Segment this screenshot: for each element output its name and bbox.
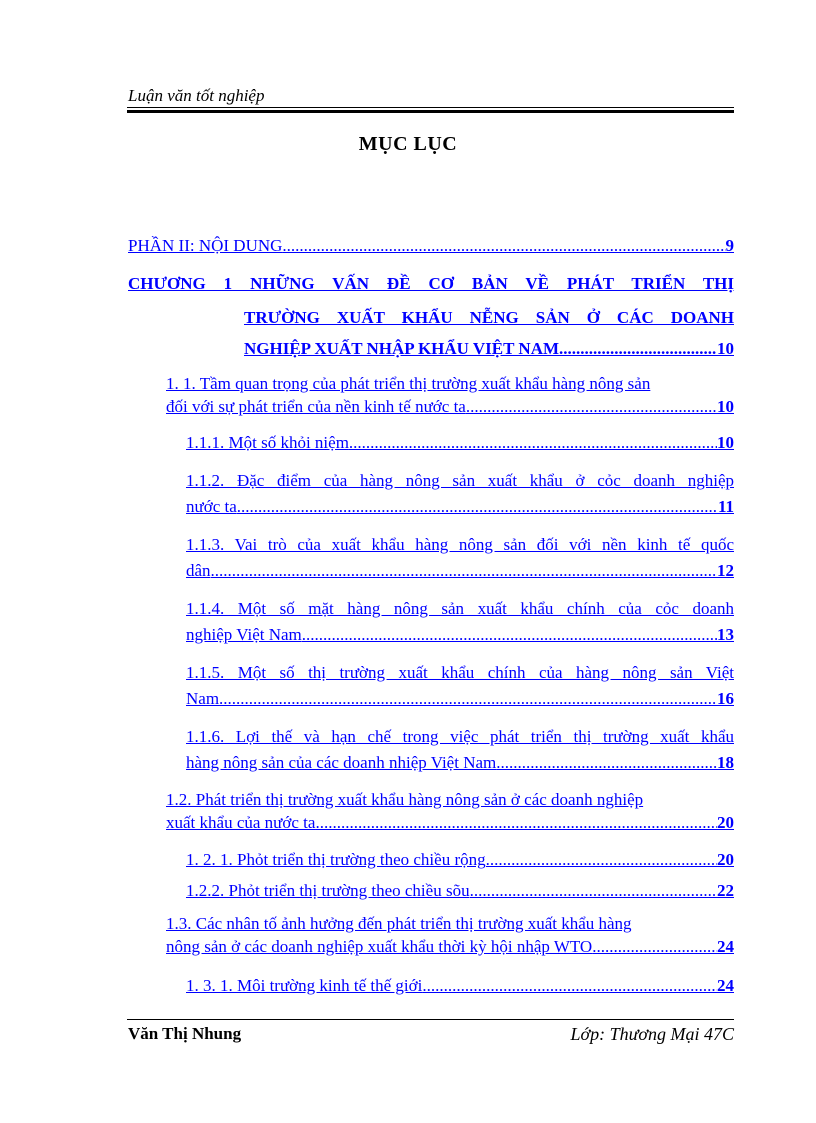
toc-page-number: 11 [717, 497, 734, 516]
toc-leader-dots [237, 497, 718, 517]
toc-entry-chapter-1-cont[interactable] [244, 307, 734, 359]
toc-page-number: 16 [717, 689, 734, 708]
toc-entry-1-2-1[interactable] [186, 850, 734, 870]
toc-entry-text: 1.1.5. Một số thị trường xuất khẩu chính của hàng nông sản Việt [186, 663, 734, 682]
toc-entry-text: nghiệp Việt Nam [186, 625, 302, 644]
toc-entry-1-1-1[interactable] [186, 433, 734, 453]
toc-page-number: 12 [717, 561, 734, 580]
toc-entry-text: nông sản ở các doanh nghiệp xuất khẩu thời kỳ hội nhập WTO [166, 937, 593, 956]
toc-page-number: 13 [717, 625, 734, 644]
toc-leader-dots [470, 881, 717, 901]
toc-page-number: 24 [717, 937, 734, 956]
toc-entry-text: TRƯỜNG XUẤT KHẨU NỄNG SẢN Ở CÁC DOANH [244, 308, 734, 327]
toc-page-number: 22 [717, 881, 734, 900]
toc-entry-1-1-4[interactable] [186, 593, 734, 645]
toc-entry-part-2[interactable] [128, 236, 734, 256]
toc-entry-text: 1.2. Phát triển thị trường xuất khẩu hàng nông sản ở các doanh nghiệp [166, 790, 644, 809]
toc-leader-dots [466, 396, 717, 418]
toc-leader-dots [592, 935, 717, 959]
toc-entry-text: nước ta [186, 497, 237, 516]
toc-entry-1-1-3[interactable] [186, 529, 734, 581]
toc-entry-chapter-1[interactable] [128, 273, 734, 307]
toc-leader-dots [496, 753, 717, 773]
toc-page-number: 10 [717, 397, 734, 416]
toc-entry-1-3[interactable] [166, 913, 734, 959]
toc-entry-text: hàng nông sản của các doanh nhiệp Việt Nam [186, 753, 497, 772]
toc-entry-text: 1.1.1. Một số khỏi niệm [186, 433, 349, 452]
toc-entry-1-3-1[interactable] [186, 976, 734, 996]
footer-class: Lớp: Thương Mại 47C [570, 1024, 734, 1044]
toc-entry-text: 1. 1. Tầm quan trọng của phát triển thị trường xuất khẩu hàng nông sản [166, 374, 651, 393]
toc-leader-dots [302, 625, 717, 645]
toc-leader-dots [219, 689, 717, 709]
toc-page-number: 18 [717, 753, 734, 772]
toc-entry-1-2-2[interactable] [186, 881, 734, 901]
toc-entry-text: đối với sự phát triển của nền kinh tế nước ta [166, 397, 466, 416]
toc-page-number: 10 [717, 339, 734, 358]
toc-leader-dots [211, 561, 717, 581]
toc-entry-text: 1.1.3. Vai trò của xuất khẩu hàng nông sản đối với nền kinh tế quốc [186, 535, 734, 554]
toc-entry-1-1-2[interactable] [186, 465, 734, 517]
toc-leader-dots [559, 339, 717, 359]
toc-entry-text: 1.1.2. Đặc điểm của hàng nông sản xuất khẩu ở cỏc doanh nghiệp [186, 471, 734, 490]
toc-entry-text: dân [186, 561, 211, 580]
toc-page-number: 20 [717, 813, 734, 832]
toc-page-number: 9 [725, 236, 734, 255]
toc-entry-1-1[interactable] [166, 372, 734, 418]
toc-leader-dots [486, 850, 717, 870]
toc-entry-text: Nam [186, 689, 220, 708]
toc-entry-text: 1.1.4. Một số mặt hàng nông sản xuất khẩu chính của cỏc doanh [186, 599, 734, 618]
page-header: Luận văn tốt nghiệp [128, 86, 265, 105]
toc-page-number: 20 [717, 850, 734, 869]
header-rule [127, 107, 734, 113]
toc-entry-1-2[interactable] [166, 789, 734, 835]
toc-page-number: 10 [717, 433, 734, 452]
footer-author: Văn Thị Nhung [128, 1024, 242, 1043]
toc-leader-dots [422, 976, 717, 996]
toc-entry-1-1-5[interactable] [186, 657, 734, 709]
toc-entry-text: 1. 2. 1. Phỏt triển thị trường theo chiều rộng [186, 850, 486, 869]
toc-entry-text: PHẦN II: NỘI DUNG [128, 236, 283, 255]
toc-leader-dots [315, 811, 717, 835]
toc-entry-text: 1.2.2. Phỏt triển thị trường theo chiều sõu [186, 881, 470, 900]
toc-entry-text: 1.3. Các nhân tố ảnh hưởng đến phát triển thị trường xuất khẩu hàng [166, 914, 632, 933]
toc-entry-text: 1. 3. 1. Môi trường kinh tế thế giới [186, 976, 423, 995]
toc-leader-dots [282, 236, 725, 256]
toc-entry-1-1-6[interactable] [186, 721, 734, 773]
page-title: MỤC LỤC [358, 133, 458, 155]
toc-entry-text: 1.1.6. Lợi thế và hạn chế trong việc phát triển thị trường xuất khẩu [186, 727, 734, 746]
toc-entry-text: NGHIỆP XUẤT NHẬP KHẨU VIỆT NAM [244, 339, 560, 358]
toc-entry-text: xuất khẩu của nước ta [166, 813, 316, 832]
footer-rule [127, 1019, 734, 1020]
toc-entry-text: CHƯƠNG 1 NHỮNG VẤN ĐỀ CƠ BẢN VỀ PHÁT TRIỂN THỊ [128, 274, 734, 293]
toc-page-number: 24 [717, 976, 734, 995]
toc-leader-dots [349, 433, 717, 453]
